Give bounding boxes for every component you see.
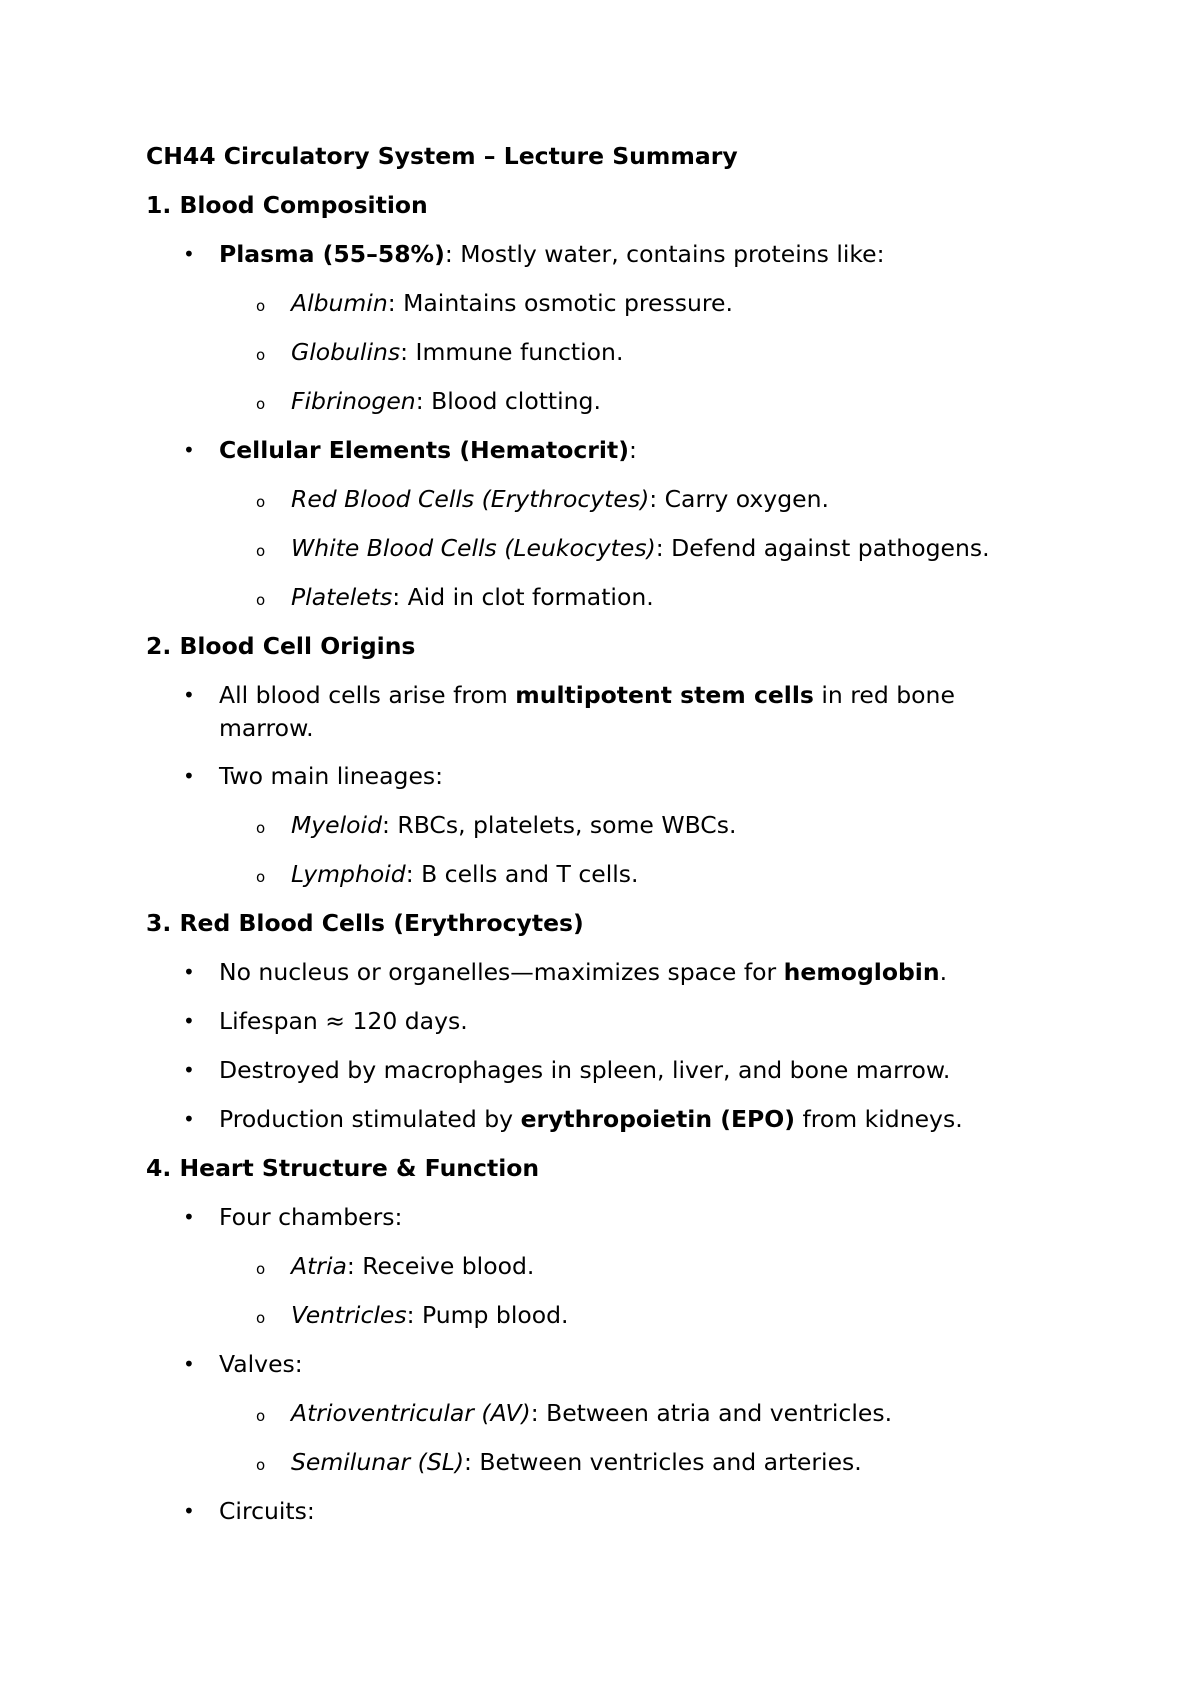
list-item-four-chambers xyxy=(146,1200,1086,1234)
sub-bullet-icon: o xyxy=(256,868,266,886)
term-plasma: Plasma (55–58%) xyxy=(219,240,445,268)
list-item-lineages xyxy=(146,759,1086,793)
bullet-icon: • xyxy=(183,1009,195,1033)
text-valves: Valves: xyxy=(219,1350,303,1378)
text-platelets: : Aid in clot formation. xyxy=(392,583,654,611)
list-item-atrioventricular xyxy=(146,1396,1086,1430)
list-item-circuits xyxy=(146,1494,1086,1528)
term-lymphoid: Lymphoid xyxy=(291,860,406,888)
text-fibrinogen: : Blood clotting. xyxy=(415,387,601,415)
term-erythropoietin: erythropoietin (EPO) xyxy=(520,1105,796,1133)
list-item-atria xyxy=(146,1249,1086,1283)
list-item-globulins xyxy=(146,335,1086,369)
list-item-red-blood-cells xyxy=(146,482,1086,516)
list-item-no-nucleus xyxy=(146,955,1086,989)
term-multipotent-stem-cells: multipotent stem cells xyxy=(515,681,814,709)
term-platelets: Platelets xyxy=(291,583,393,611)
text-circuits: Circuits: xyxy=(219,1497,315,1525)
section-heading-heart-structure: 4. Heart Structure & Function xyxy=(146,1154,540,1182)
text-lymphoid: : B cells and T cells. xyxy=(405,860,639,888)
list-heart-structure xyxy=(146,1200,1086,1528)
bullet-icon: • xyxy=(183,1205,195,1229)
sub-bullet-icon: o xyxy=(256,1407,266,1425)
section-heading-red-blood-cells: 3. Red Blood Cells (Erythrocytes) xyxy=(146,909,584,937)
text-stem-cells-line2: marrow. xyxy=(219,714,314,742)
list-item-myeloid xyxy=(146,808,1086,842)
term-red-blood-cells: Red Blood Cells (Erythrocytes) xyxy=(291,485,650,513)
list-item-semilunar xyxy=(146,1445,1086,1479)
term-albumin: Albumin xyxy=(291,289,388,317)
list-item-lymphoid xyxy=(146,857,1086,891)
text-no-nucleus-post: . xyxy=(939,958,948,986)
bullet-icon: • xyxy=(183,764,195,788)
sub-bullet-icon: o xyxy=(256,493,266,511)
text-destroyed: Destroyed by macrophages in spleen, liver, and bone marrow. xyxy=(219,1056,951,1084)
sub-bullet-icon: o xyxy=(256,1456,266,1474)
list-item-plasma xyxy=(146,237,1086,271)
text-semilunar: : Between ventricles and arteries. xyxy=(464,1448,862,1476)
list-item-ventricles xyxy=(146,1298,1086,1332)
term-atria: Atria xyxy=(291,1252,347,1280)
bullet-icon: • xyxy=(183,1499,195,1523)
list-item-destroyed xyxy=(146,1053,1086,1087)
section-heading-blood-composition: 1. Blood Composition xyxy=(146,191,428,219)
sub-bullet-icon: o xyxy=(256,591,266,609)
sub-bullet-icon: o xyxy=(256,1309,266,1327)
text-myeloid: : RBCs, platelets, some WBCs. xyxy=(382,811,737,839)
term-myeloid: Myeloid xyxy=(291,811,382,839)
term-globulins: Globulins xyxy=(291,338,401,366)
list-item-platelets xyxy=(146,580,1086,614)
list-item-fibrinogen xyxy=(146,384,1086,418)
term-ventricles: Ventricles xyxy=(291,1301,407,1329)
text-lineages: Two main lineages: xyxy=(219,762,444,790)
sub-bullet-icon: o xyxy=(256,819,266,837)
sub-bullet-icon: o xyxy=(256,297,266,315)
list-item-cellular-elements xyxy=(146,433,1086,467)
text-stem-cells-pre: All blood cells arise from xyxy=(219,681,516,709)
section-heading-blood-cell-origins: 2. Blood Cell Origins xyxy=(146,632,416,660)
text-no-nucleus-pre: No nucleus or organelles—maximizes space for xyxy=(219,958,784,986)
sub-bullet-icon: o xyxy=(256,395,266,413)
bullet-icon: • xyxy=(183,1352,195,1376)
sub-bullet-icon: o xyxy=(256,1260,266,1278)
bullet-icon: • xyxy=(183,1107,195,1131)
bullet-icon: • xyxy=(183,438,195,462)
list-blood-composition xyxy=(146,237,1086,614)
text-stem-cells-post: in red bone xyxy=(813,681,955,709)
text-globulins: : Immune function. xyxy=(400,338,624,366)
document-title: CH44 Circulatory System – Lecture Summary xyxy=(146,142,738,170)
bullet-icon: • xyxy=(183,242,195,266)
text-red-blood-cells: : Carry oxygen. xyxy=(649,485,829,513)
list-red-blood-cells xyxy=(146,955,1086,1136)
text-atria: : Receive blood. xyxy=(346,1252,535,1280)
term-semilunar: Semilunar (SL) xyxy=(291,1448,464,1476)
text-cellular-elements: : xyxy=(628,436,637,464)
document-page xyxy=(146,139,1086,1543)
list-item-lifespan xyxy=(146,1004,1086,1038)
bullet-icon: • xyxy=(183,960,195,984)
text-white-blood-cells: : Defend against pathogens. xyxy=(655,534,990,562)
text-four-chambers: Four chambers: xyxy=(219,1203,403,1231)
list-item-albumin xyxy=(146,286,1086,320)
text-plasma: : Mostly water, contains proteins like: xyxy=(444,240,885,268)
list-blood-cell-origins xyxy=(146,678,1086,891)
term-fibrinogen: Fibrinogen xyxy=(291,387,416,415)
list-item-white-blood-cells xyxy=(146,531,1086,565)
bullet-icon: • xyxy=(183,683,195,707)
text-production-post: from kidneys. xyxy=(795,1105,963,1133)
bullet-icon: • xyxy=(183,1058,195,1082)
list-item-valves xyxy=(146,1347,1086,1381)
text-atrioventricular: : Between atria and ventricles. xyxy=(530,1399,893,1427)
term-hemoglobin: hemoglobin xyxy=(783,958,940,986)
text-production-pre: Production stimulated by xyxy=(219,1105,521,1133)
list-item-production xyxy=(146,1102,1086,1136)
term-cellular-elements: Cellular Elements (Hematocrit) xyxy=(219,436,629,464)
sub-bullet-icon: o xyxy=(256,542,266,560)
term-atrioventricular: Atrioventricular (AV) xyxy=(291,1399,531,1427)
list-item-stem-cells xyxy=(146,678,1086,745)
text-albumin: : Maintains osmotic pressure. xyxy=(387,289,733,317)
text-lifespan: Lifespan ≈ 120 days. xyxy=(219,1007,468,1035)
sub-bullet-icon: o xyxy=(256,346,266,364)
text-ventricles: : Pump blood. xyxy=(406,1301,569,1329)
term-white-blood-cells: White Blood Cells (Leukocytes) xyxy=(291,534,656,562)
